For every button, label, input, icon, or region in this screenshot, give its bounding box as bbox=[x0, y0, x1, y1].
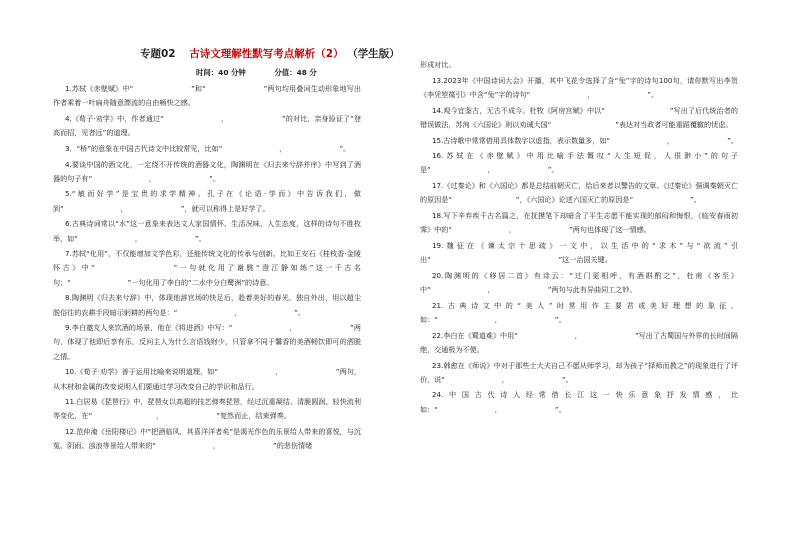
question-item: 13.2023年《中国诗词大会》开播，其中飞花令选择了含“兔”字的诗句100句，请你默写出李贺《李凭箜篌引》中含“兔”字的诗句“ ， ”。 bbox=[420, 75, 738, 99]
question-item: 9.李白邀友人来饮酒的场景，他在《将进酒》中写：“ ， ”两句，体现了他即后享有乐，反问主人为什么言语钱财少，只管拿不同于馨香的美酒畅饮即可的洒脱之情。 bbox=[53, 323, 361, 361]
question-item: 23.韩愈在《师说》中对于那些士大夫自己不愿从师学习，却为孩子“择师而教之”的现象进行了评价，说“ ， ”。 bbox=[420, 360, 738, 384]
question-item: 24.中国古代诗人经常借长江这一快乐意象抒发情感，比如：“ ， ”。 bbox=[420, 390, 738, 414]
question-item: 12.范仲淹《岳阳楼记》中“把酒临风，其喜洋洋者矣”是渴光作色的乐景给人带来的喜悦，与沉冤、阴雨、浊浪等景给人带来的“ ， ”的悲伤情绪 bbox=[53, 427, 361, 451]
question-item: 20.陶渊明的《移居二首》有诗云：“过门更相呼，有酒斟酌之”，杜甫《客至》中“ ， ”两句与此有异曲同工之妙。 bbox=[420, 270, 738, 295]
topic-number: 专题02 bbox=[140, 48, 176, 60]
question-item: 4.《荀子·劝学》中，作者通过“ ， ”的对比，亲身验证了“登高而招，见者远”的道理。 bbox=[53, 113, 361, 138]
question-item: 22.李白在《蜀道难》中用“ ， ”写出了古蜀国与外界的长时间隔绝，交通极为不便。 bbox=[420, 330, 738, 354]
question-item: 21.古典诗文中的“美人”时常用作主要君或美好理想的象征，如：“ ， ”。 bbox=[420, 300, 738, 324]
question-item: 19.魏征在《谏太宗十思疏》一文中，以生活中的“求木”与“欲流”引出“ ”这一治国关键。 bbox=[420, 240, 738, 265]
question-item: 5.“敏而好学”是宝贵的求学精神。孔子在《论语·学而》中告诉我们，做到“ ， ”，就可以称得上是好学了。 bbox=[53, 189, 361, 213]
right-column bbox=[420, 58, 738, 418]
total-score: 分值：48 分 bbox=[274, 68, 317, 77]
question-item: 15.古诗歌中常常借用具体数字以虚指，表示数量多，如“ ， ”。 bbox=[432, 135, 738, 145]
question-item: 3．“桥”的意象在中国古代诗文中比较常见，比如“ ， ”。 bbox=[65, 143, 351, 153]
topic-title: 古诗文理解性默写考点解析（2） bbox=[189, 48, 344, 60]
left-column bbox=[53, 82, 361, 455]
document-title bbox=[140, 46, 460, 61]
question-item: 4.要谈中国的酒文化，一定绕不开传统的酒器文化，陶渊明在《归去来兮辞并序》中写到了酒器的句子有“ ， ”。 bbox=[53, 159, 361, 183]
question-item: 7.苏轼“化用”，不仅能增加文学色彩，还能传统文化的传承与创新。比如王安石《桂枝香·金陵怀古》中“ ”一句就化用了谢朓“澄江静如练”这一千古名句；“ ”一句化用了李白的“二水中分白鹭洲”的诗意。 bbox=[53, 249, 361, 287]
question-item: 17.《过秦论》和《六国论》都是总结前朝灭亡，给后来者以警告的文章。《过秦论》强调秦朝灭亡的原因是“ ”，《六国论》论述六国灭亡的原因是“ ”。 bbox=[420, 181, 738, 205]
question-item: 11.白居易《琵琶行》中，琵琶女以高超的技艺弹奏琵琶，经过沉重凝结、清脆圆润、轻快流利等变化，在“ ， ”复然而止，结束弹奏。 bbox=[53, 397, 361, 421]
question-item: 14.观今宜鉴古，无古不成今。杜牧《阿房宫赋》中以“ ”写出了后代统治者的错误做法，苏洵《六国论》则以劝诫大国“ ”表达对当政者可能重蹈覆辙的忧虑。 bbox=[420, 105, 738, 129]
question-item: 18.写下辛弃疾千古名篇之，在抚摸笔下却暗含了平生志愿不能实现的郁闷和悔恨，《临安春雨初霁》中的“ ， ”两句也体现了这一情感。 bbox=[420, 211, 738, 235]
question-item: 6.古典诗词常以“水”这一意象来表达文人家国情怀、生活况味、人生态度，这样的诗句不胜枚举，如“ ， ”。 bbox=[53, 219, 361, 243]
question-item: 16.苏轼在《赤壁赋》中用比喻手法慨叹“人生短促，人很渺小”的句子是“ ， ”。 bbox=[420, 151, 738, 175]
exam-meta bbox=[196, 67, 343, 78]
time-limit: 时间：40 分钟 bbox=[196, 68, 246, 77]
question-item: 1.苏轼《赤壁赋》中“ ”和“ ”两句均用叠词生动形象地写出作者乘着一叶扁舟随意漂流的自由畅快之感。 bbox=[53, 84, 361, 108]
question-item: 10.《荀子·劝学》善于运用比喻来说明道理，如“ ， ”两句，从木材和金属的改变说明人们要通过学习改变自己的学识和品行。 bbox=[53, 367, 361, 391]
edition-label: （学生版） bbox=[347, 48, 400, 60]
question-item: 8.陶渊明《归去来兮辞》中，体现他辞官场的快足后，趁着美好的春光，独自外出，用以超尘脱俗往的农耕手段暗示躬耕的两句是：“ ， ”。 bbox=[53, 293, 361, 317]
question-continuation: 形成对比。 bbox=[420, 60, 456, 69]
